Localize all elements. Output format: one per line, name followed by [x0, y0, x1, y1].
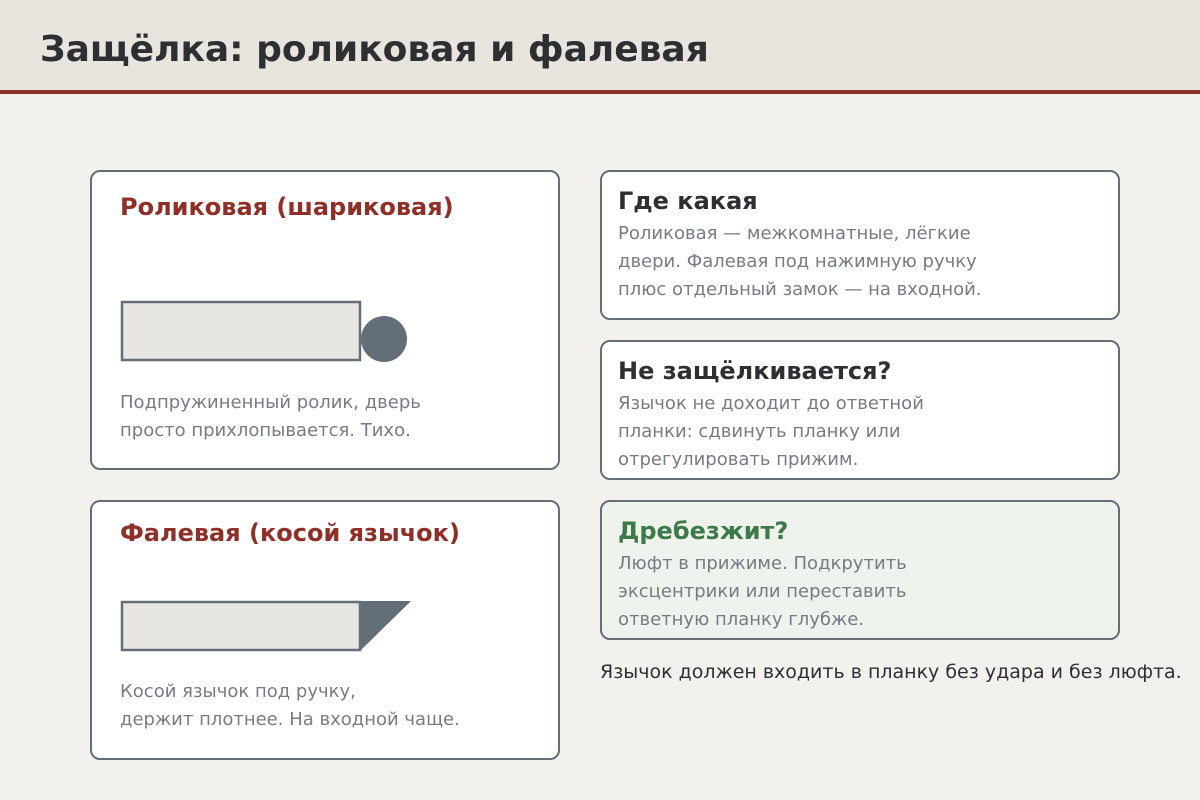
tip-usage-text: Роликовая — межкомнатные, лёгкие двери. Фалевая под нажимную ручку плюс отдельный замок — на входной.	[618, 223, 982, 300]
page-title: Защёлка: роликовая и фалевая	[40, 29, 709, 70]
roller-latch-description: Подпружиненный ролик, дверь просто прихлопывается. Тихо.	[120, 392, 421, 441]
tip-usage-title: Где какая	[618, 187, 758, 215]
bevel-latch-illustration	[120, 600, 420, 656]
tip-card-not-latching	[600, 340, 1120, 480]
bevel-latch-description: Косой язычок под ручку, держит плотнее. На входной чаще.	[120, 681, 460, 730]
tip-card-rattling	[600, 500, 1120, 640]
tip-rattling-title: Дребезжит?	[618, 517, 789, 545]
roller-latch-card	[90, 170, 560, 470]
tip-not-latching-text: Язычок не доходит до ответной планки: сдвинуть планку или отрегулировать прижим.	[618, 393, 924, 470]
tip-card-usage	[600, 170, 1120, 320]
header-bar	[0, 0, 1200, 94]
bevel-latch-title: Фалевая (косой язычок)	[120, 519, 460, 547]
footer-note: Язычок должен входить в планку без удара и без люфта.	[600, 661, 1182, 683]
roller-latch-title: Роликовая (шариковая)	[120, 193, 454, 221]
tip-not-latching-title: Не защёлкивается?	[618, 357, 892, 385]
roller-latch-illustration	[120, 300, 420, 370]
bevel-latch-card	[90, 500, 560, 760]
roller-ball	[361, 316, 407, 362]
latch-body	[122, 302, 360, 360]
beveled-tongue	[360, 601, 411, 651]
tip-rattling-text: Люфт в прижиме. Подкрутить эксцентрики или переставить ответную планку глубже.	[618, 553, 907, 630]
latch-body	[122, 602, 360, 650]
